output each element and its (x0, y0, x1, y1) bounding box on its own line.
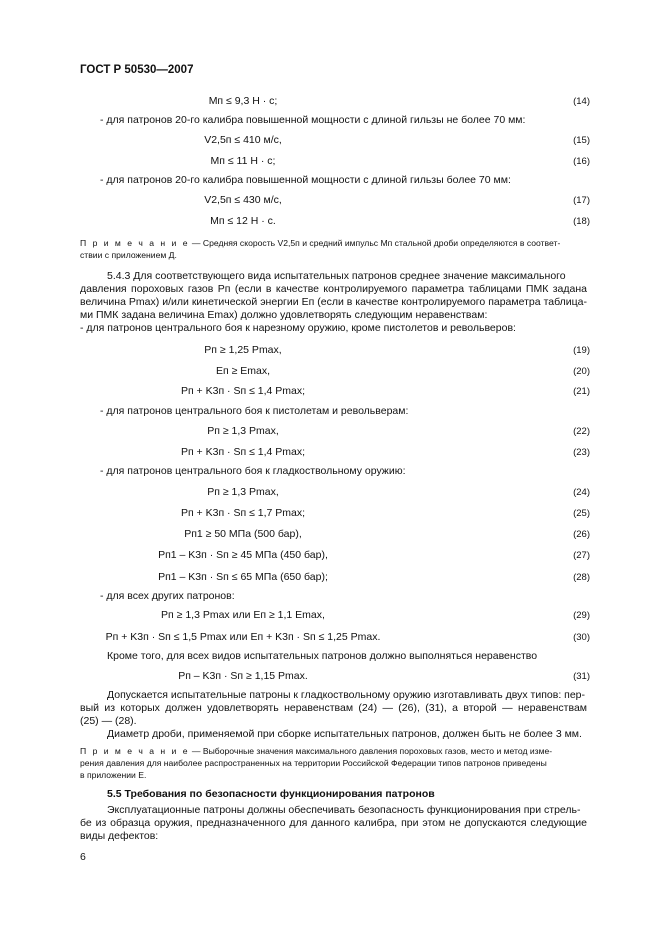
equation-number-29: (29) (573, 610, 590, 621)
standard-header: ГОСТ Р 50530—2007 (80, 64, 194, 76)
equation-number-19: (19) (573, 345, 590, 356)
bullet-rifled-weapons: - для патронов центрального боя к нарезному оружию, кроме пистолетов и револьверов: (80, 322, 516, 334)
bullet-20-caliber-over-70mm: - для патронов 20-го калибра повышенной мощности с длиной гильзы более 70 мм: (100, 174, 511, 186)
formula-29: Pп ≥ 1,3 Pmax или Eп ≥ 1,1 Emax, (161, 609, 325, 621)
clause-5-4-3-line-4: ми ПМК задана величина Emax) должно удовлетворять следующим неравенствам: (80, 309, 488, 321)
equation-number-23: (23) (573, 447, 590, 458)
equation-number-15: (15) (573, 135, 590, 146)
formula-25: Pп + K3п · Sп ≤ 1,7 Pmax; (180, 507, 306, 519)
equation-number-17: (17) (573, 195, 590, 206)
section-5-5-line-2: бе из образца оружия, предназначенного для данного калибра, при этом не допускаются следующие (80, 817, 587, 829)
equation-number-25: (25) (573, 508, 590, 519)
formula-24: Pп ≥ 1,3 Pmax, (207, 486, 279, 498)
clause-5-4-3-line-3: величина Pmax) и/или кинетической энергии Eп (если в качестве контролируемого параметра таблица- (80, 296, 587, 308)
page-number: 6 (80, 851, 86, 863)
paragraph-allow-line-1: Допускается испытательные патроны к гладкоствольному оружию изготавливать двух типов: пер- (107, 689, 586, 701)
formula-18: Mп ≤ 12 Н · с. (210, 215, 276, 227)
equation-number-24: (24) (573, 487, 590, 498)
formula-14: Mп ≤ 9,3 Н · с; (208, 95, 278, 107)
note-1-label: П р и м е ч а н и е (80, 238, 190, 248)
equation-number-21: (21) (573, 386, 590, 397)
equation-number-22: (22) (573, 426, 590, 437)
note-2-line-2: рения давления для наиболее распространенных на территории Российской Федерации типов патронов приведены (80, 758, 547, 768)
equation-number-31: (31) (573, 671, 590, 682)
section-5-5-line-3: виды дефектов: (80, 830, 159, 842)
formula-23: Pп + K3п · Sп ≤ 1,4 Pmax; (180, 446, 306, 458)
note-1-line-1 (80, 238, 560, 249)
note-2-label: П р и м е ч а н и е (80, 746, 190, 756)
equation-number-14: (14) (573, 96, 590, 107)
note-1-text: — Средняя скорость V2,5п и средний импульс Mп стальной дроби определяются в соответ- (189, 238, 561, 248)
formula-16: Mп ≤ 11 Н · с; (210, 155, 276, 167)
formula-20: Eп ≥ Emax, (215, 365, 271, 377)
bullet-20-caliber-up-to-70mm: - для патронов 20-го калибра повышенной мощности с длиной гильзы не более 70 мм: (100, 114, 526, 126)
bullet-pistols-revolvers: - для патронов центрального боя к пистолетам и револьверам: (100, 405, 409, 417)
clause-5-4-3-line-2: давления пороховых газов Pп (если в качестве контролируемого параметра таблицами ПМК задана (80, 283, 587, 295)
bullet-all-other: - для всех других патронов: (100, 590, 235, 602)
bullet-smoothbore: - для патронов центрального боя к гладкоствольному оружию: (100, 465, 406, 477)
equation-number-16: (16) (573, 156, 590, 167)
formula-15: V2,5п ≤ 410 м/с, (204, 134, 282, 146)
equation-number-30: (30) (573, 632, 590, 643)
note-2-line-3: в приложении Е. (80, 770, 147, 780)
equation-number-18: (18) (573, 216, 590, 227)
equation-number-20: (20) (573, 366, 590, 377)
paragraph-allow-line-2: вый из которых должен удовлетворять неравенствам (24) — (26), (31), а второй — неравенствам (80, 702, 587, 714)
equation-number-28: (28) (573, 572, 590, 583)
formula-21: Pп + K3п · Sп ≤ 1,4 Pmax; (180, 385, 306, 397)
formula-30: Pп + K3п · Sп ≤ 1,5 Pmax или Eп + K3п · Sп ≤ 1,25 Pmax. (105, 631, 381, 643)
note-1-line-2: ствии с приложением Д. (80, 250, 177, 260)
paragraph-shot-diameter: Диаметр дроби, применяемой при сборке испытательных патронов, должен быть не более 3 мм. (107, 728, 582, 740)
section-5-5-line-1: Эксплуатационные патроны должны обеспечивать безопасность функционирования при стрель- (107, 804, 581, 816)
paragraph-allow-line-3: (25) — (28). (80, 715, 137, 727)
formula-17: V2,5п ≤ 430 м/с, (204, 194, 282, 206)
formula-27: Pп1 – K3п · Sп ≥ 45 МПа (450 бар), (158, 549, 328, 561)
note-2-text: — Выборочные значения максимального давления пороховых газов, место и метод изме- (189, 746, 553, 756)
formula-28: Pп1 – K3п · Sп ≤ 65 МПа (650 бар); (158, 571, 328, 583)
formula-19: Pп ≥ 1,25 Pmax, (204, 344, 282, 356)
clause-5-4-3-line-1: 5.4.3 Для соответствующего вида испытательных патронов среднее значение максимального (107, 270, 566, 282)
equation-number-26: (26) (573, 529, 590, 540)
note-2-line-1 (80, 746, 552, 757)
section-5-5-heading: 5.5 Требования по безопасности функционирования патронов (107, 788, 435, 800)
formula-22: Pп ≥ 1,3 Pmax, (207, 425, 279, 437)
equation-number-27: (27) (573, 550, 590, 561)
formula-31: Pп – K3п · Sп ≥ 1,15 Pmax. (178, 670, 308, 682)
formula-26: Pп1 ≥ 50 МПа (500 бар), (184, 528, 302, 540)
paragraph-also: Кроме того, для всех видов испытательных патронов должно выполняться неравенство (107, 650, 538, 662)
